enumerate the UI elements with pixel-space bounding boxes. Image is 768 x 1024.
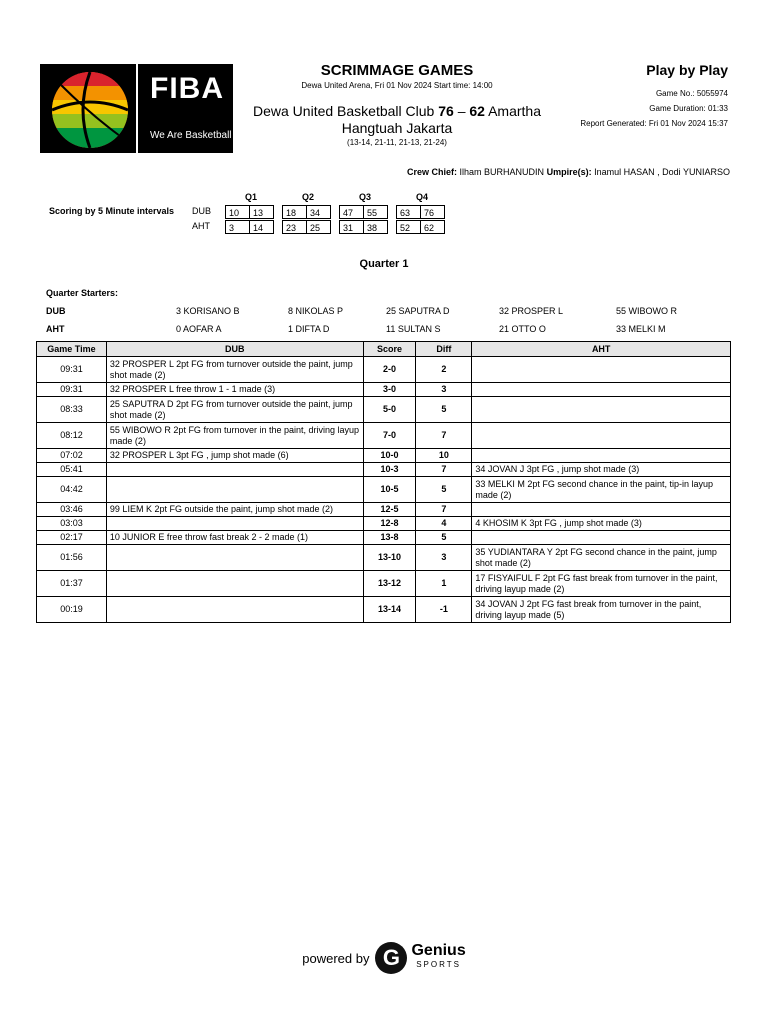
- aht-event-cell: [472, 503, 731, 517]
- header-score: Score: [363, 342, 416, 357]
- diff-cell: 3: [416, 545, 472, 571]
- game-time-cell: 03:46: [37, 503, 107, 517]
- table-row: [37, 477, 731, 503]
- fiba-wordmark: FIBA: [150, 72, 224, 105]
- aht-event-cell: 34 JOVAN J 2pt FG fast break from turnover in the paint, driving layup made (5): [472, 597, 731, 623]
- table-header-row: [37, 342, 731, 357]
- interval-cell: 14: [249, 220, 274, 234]
- starter-player: 8 NIKOLAS P: [288, 306, 344, 316]
- basketball-logo-icon: [40, 64, 136, 153]
- game-time-cell: 07:02: [37, 449, 107, 463]
- score-cell: 10-3: [363, 463, 416, 477]
- powered-by-footer: [0, 942, 768, 974]
- dub-event-cell: 32 PROSPER L 2pt FG from turnover outside the paint, jump shot made (2): [106, 357, 363, 383]
- score-dash: –: [457, 103, 466, 119]
- interval-label: Scoring by 5 Minute intervals: [49, 206, 175, 216]
- starters-team-aht: AHT: [46, 324, 65, 334]
- interval-team-dub: DUB: [192, 206, 212, 216]
- away-score: 62: [469, 103, 485, 119]
- score-cell: 12-8: [363, 517, 416, 531]
- starter-player: 0 AOFAR A: [176, 324, 222, 334]
- table-row: [37, 463, 731, 477]
- report-title: SCRIMMAGE GAMES: [320, 62, 474, 79]
- score-cell: 3-0: [363, 383, 416, 397]
- home-team: Dewa United Basketball Club: [253, 103, 435, 119]
- game-header: [250, 62, 544, 147]
- aht-event-cell: [472, 423, 731, 449]
- table-row: [37, 449, 731, 463]
- diff-cell: 4: [416, 517, 472, 531]
- venue-line: Dewa United Arena, Fri 01 Nov 2024 Start time: 14:00: [301, 81, 493, 90]
- game-number: Game No.: 5055974: [655, 89, 728, 98]
- interval-team-aht: AHT: [192, 221, 210, 231]
- game-time-cell: 03:03: [37, 517, 107, 531]
- diff-cell: 7: [416, 463, 472, 477]
- starter-player: 3 KORISANO B: [176, 306, 240, 316]
- starter-player: 11 SULTAN S: [386, 324, 441, 334]
- game-time-cell: 01:37: [37, 571, 107, 597]
- diff-cell: 7: [416, 503, 472, 517]
- aht-event-cell: [472, 383, 731, 397]
- aht-event-cell: 17 FISYAIFUL F 2pt FG fast break from turnover in the paint, driving layup made (2): [472, 571, 731, 597]
- game-time-cell: 01:56: [37, 545, 107, 571]
- umpires-label: Umpire(s):: [546, 167, 592, 177]
- table-row: [37, 571, 731, 597]
- score-cell: 10-5: [363, 477, 416, 503]
- game-time-cell: 08:12: [37, 423, 107, 449]
- interval-cell: 25: [306, 220, 331, 234]
- dub-event-cell: [106, 477, 363, 503]
- interval-cell: 52: [396, 220, 421, 234]
- starters-team-dub: DUB: [46, 306, 66, 316]
- dub-event-cell: [106, 597, 363, 623]
- aht-event-cell: [472, 397, 731, 423]
- final-score-line: [250, 103, 544, 137]
- game-time-cell: 05:41: [37, 463, 107, 477]
- aht-event-cell: 33 MELKI M 2pt FG second chance in the paint, tip-in layup made (2): [472, 477, 731, 503]
- dub-event-cell: 32 PROSPER L 3pt FG , jump shot made (6): [106, 449, 363, 463]
- score-cell: 13-12: [363, 571, 416, 597]
- header-dub: DUB: [106, 342, 363, 357]
- score-cell: 5-0: [363, 397, 416, 423]
- diff-cell: 10: [416, 449, 472, 463]
- interval-q3-label: Q3: [358, 192, 371, 202]
- interval-cell: 34: [306, 205, 331, 219]
- diff-cell: 5: [416, 477, 472, 503]
- crew-chief: Ilham BURHANUDIN: [459, 167, 545, 177]
- starter-player: 32 PROSPER L: [499, 306, 564, 316]
- score-cell: 12-5: [363, 503, 416, 517]
- aht-event-cell: [472, 531, 731, 545]
- interval-cell: 47: [339, 205, 364, 219]
- starter-player: 21 OTTO O: [499, 324, 546, 334]
- diff-cell: 3: [416, 383, 472, 397]
- diff-cell: 2: [416, 357, 472, 383]
- interval-cell: 10: [225, 205, 250, 219]
- dub-event-cell: 55 WIBOWO R 2pt FG from turnover in the paint, driving layup made (2): [106, 423, 363, 449]
- starter-player: 33 MELKI M: [616, 324, 666, 334]
- table-row: [37, 503, 731, 517]
- header-diff: Diff: [416, 342, 472, 357]
- game-time-cell: 09:31: [37, 383, 107, 397]
- report-meta: [508, 62, 728, 131]
- interval-q2-label: Q2: [301, 192, 314, 202]
- interval-cell: 62: [420, 220, 445, 234]
- table-row: [37, 383, 731, 397]
- table-row: [37, 531, 731, 545]
- diff-cell: -1: [416, 597, 472, 623]
- dub-event-cell: 32 PROSPER L free throw 1 - 1 made (3): [106, 383, 363, 397]
- table-row: [37, 423, 731, 449]
- interval-cell: 63: [396, 205, 421, 219]
- starter-player: 55 WIBOWO R: [616, 306, 678, 316]
- interval-cell: 31: [339, 220, 364, 234]
- interval-cell: 13: [249, 205, 274, 219]
- quarter-title: Quarter 1: [359, 258, 409, 270]
- dub-event-cell: [106, 545, 363, 571]
- interval-cell: 76: [420, 205, 445, 219]
- score-cell: 13-10: [363, 545, 416, 571]
- header-aht: AHT: [472, 342, 731, 357]
- report-generated: Report Generated: Fri 01 Nov 2024 15:37: [580, 119, 728, 128]
- genius-wordmark: Genius: [411, 942, 466, 959]
- officials-line: [407, 167, 730, 177]
- crew-chief-label: Crew Chief:: [407, 167, 458, 177]
- diff-cell: 5: [416, 397, 472, 423]
- dub-event-cell: [106, 463, 363, 477]
- table-row: [37, 517, 731, 531]
- interval-cell: 18: [282, 205, 307, 219]
- game-time-cell: 08:33: [37, 397, 107, 423]
- table-body: [37, 357, 731, 623]
- game-time-cell: 04:42: [37, 477, 107, 503]
- table-row: [37, 397, 731, 423]
- quarter-scores: (13-14, 21-11, 21-13, 21-24): [347, 138, 447, 147]
- starter-player: 1 DIFTA D: [288, 324, 330, 334]
- home-score: 76: [438, 103, 454, 119]
- interval-cell: 23: [282, 220, 307, 234]
- fiba-tagline: We Are Basketball: [150, 130, 232, 141]
- play-by-play-title: Play by Play: [646, 62, 728, 78]
- score-cell: 7-0: [363, 423, 416, 449]
- score-cell: 13-14: [363, 597, 416, 623]
- starters-label: Quarter Starters:: [46, 288, 119, 298]
- starter-player: 25 SAPUTRA D: [386, 306, 450, 316]
- diff-cell: 7: [416, 423, 472, 449]
- game-time-cell: 09:31: [37, 357, 107, 383]
- interval-cell: 55: [363, 205, 388, 219]
- play-by-play-table: [36, 341, 731, 623]
- interval-q4-label: Q4: [415, 192, 428, 202]
- game-time-cell: 00:19: [37, 597, 107, 623]
- score-cell: 2-0: [363, 357, 416, 383]
- aht-event-cell: 34 JOVAN J 3pt FG , jump shot made (3): [472, 463, 731, 477]
- table-row: [37, 545, 731, 571]
- diff-cell: 5: [416, 531, 472, 545]
- table-row: [37, 597, 731, 623]
- score-cell: 13-8: [363, 531, 416, 545]
- dub-event-cell: [106, 571, 363, 597]
- powered-by-text: powered by: [302, 950, 370, 966]
- dub-event-cell: 25 SAPUTRA D 2pt FG from turnover outside the paint, jump shot made (2): [106, 397, 363, 423]
- game-duration: Game Duration: 01:33: [649, 104, 728, 113]
- game-time-cell: 02:17: [37, 531, 107, 545]
- dub-event-cell: [106, 517, 363, 531]
- away-team: Amartha Hangtuah Jakarta: [341, 103, 541, 136]
- genius-logo-icon: G: [375, 942, 407, 974]
- aht-event-cell: [472, 357, 731, 383]
- dub-event-cell: 99 LIEM K 2pt FG outside the paint, jump shot made (2): [106, 503, 363, 517]
- diff-cell: 1: [416, 571, 472, 597]
- umpires: Inamul HASAN , Dodi YUNIARSO: [594, 167, 730, 177]
- score-cell: 10-0: [363, 449, 416, 463]
- aht-event-cell: 4 KHOSIM K 3pt FG , jump shot made (3): [472, 517, 731, 531]
- header-game-time: Game Time: [37, 342, 107, 357]
- interval-q1-label: Q1: [244, 192, 257, 202]
- dub-event-cell: 10 JUNIOR E free throw fast break 2 - 2 made (1): [106, 531, 363, 545]
- sports-wordmark: SPORTS: [416, 960, 461, 969]
- aht-event-cell: [472, 449, 731, 463]
- interval-cell: 3: [225, 220, 250, 234]
- table-row: [37, 357, 731, 383]
- interval-cell: 38: [363, 220, 388, 234]
- fiba-logo: [40, 64, 233, 153]
- aht-event-cell: 35 YUDIANTARA Y 2pt FG second chance in the paint, jump shot made (2): [472, 545, 731, 571]
